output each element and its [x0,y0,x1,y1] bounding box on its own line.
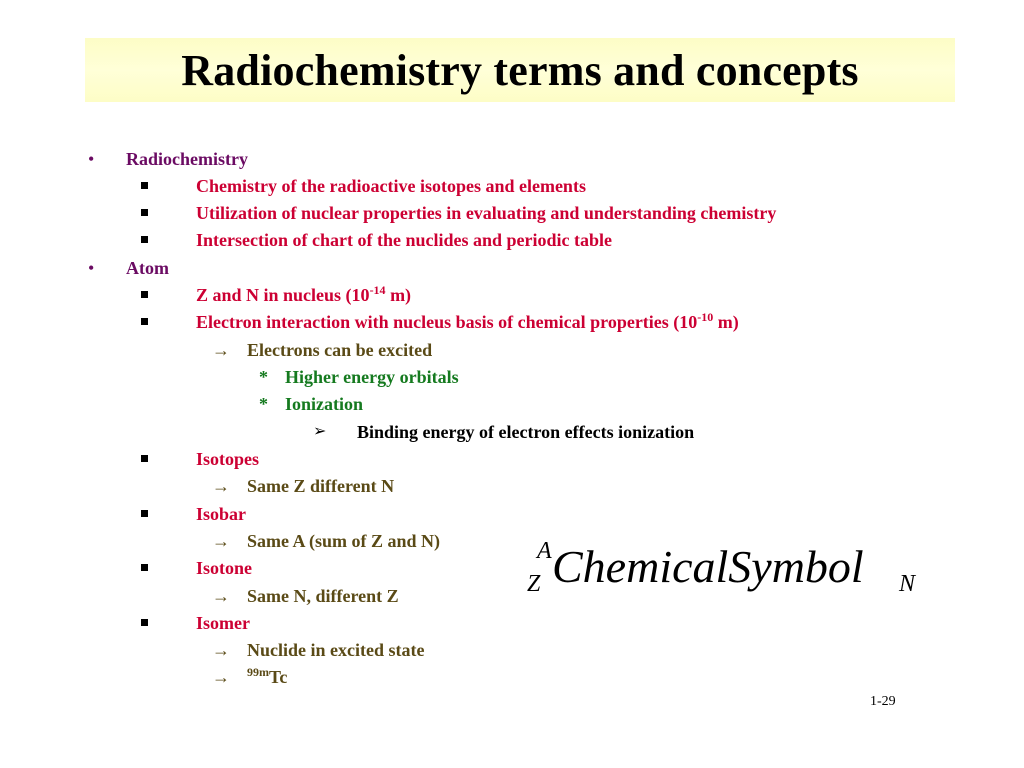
isotone-definition: Same N, different Z [247,586,399,606]
isobar-definition: Same A (sum of Z and N) [247,531,441,551]
triangle-arrow-icon: ➢ [313,423,327,440]
neutron-number-symbol: N [899,571,916,597]
term-isobar: Isobar [196,504,247,524]
asterisk-icon: * [259,367,268,387]
higher-energy-orbitals: Higher energy orbitals [285,367,459,387]
term-isomer: Isomer [196,613,250,633]
square-bullet-icon [141,209,148,216]
term-isotone: Isotone [196,558,253,578]
arrow-right-icon: → [212,640,230,660]
asterisk-icon: * [259,394,268,414]
square-bullet-icon [141,291,148,298]
outline-atom: Atom [126,258,169,278]
slide-number: 1-29 [870,694,896,709]
arrow-right-icon: → [212,667,230,687]
nuclide-notation [527,536,927,606]
square-bullet-icon [141,318,148,325]
mass-number-symbol: A [537,538,552,564]
term-isotopes: Isotopes [196,449,260,469]
radiochem-item-1: Chemistry of the radioactive isotopes and elements [196,176,586,196]
ionization: Ionization [285,394,364,414]
arrow-right-icon: → [212,340,230,360]
chemical-symbol: ChemicalSymbol [552,541,864,592]
isomer-example: $^{99m}$Tc [247,665,288,687]
arrow-right-icon: → [212,476,230,496]
square-bullet-icon [141,564,148,571]
binding-energy: Binding energy of electron effects ionization [357,422,695,442]
electrons-excited: Electrons can be excited [247,340,433,360]
isomer-definition: Nuclide in excited state [247,640,425,660]
bullet-icon: • [88,149,95,169]
bullet-icon: • [88,258,95,278]
isotopes-definition: Same Z different N [247,476,395,496]
atom-nucleus-size: Z and N in nucleus ($10^{-14}$ m) [196,283,412,305]
square-bullet-icon [141,182,148,189]
radiochem-item-3: Intersection of chart of the nuclides and periodic table [196,230,612,250]
arrow-right-icon: → [212,531,230,551]
square-bullet-icon [141,236,148,243]
square-bullet-icon [141,455,148,462]
atom-electron-interaction: Electron interaction with nucleus basis of chemical properties ($10^{-10}$ m) [196,310,739,332]
radiochem-item-2: Utilization of nuclear properties in evaluating and understanding chemistry [196,203,777,223]
arrow-right-icon: → [212,586,230,606]
outline-radiochemistry: Radiochemistry [126,149,248,169]
square-bullet-icon [141,510,148,517]
atomic-number-symbol: Z [527,571,541,597]
slide-title: Radiochemistry terms and concepts [181,46,859,95]
square-bullet-icon [141,619,148,626]
